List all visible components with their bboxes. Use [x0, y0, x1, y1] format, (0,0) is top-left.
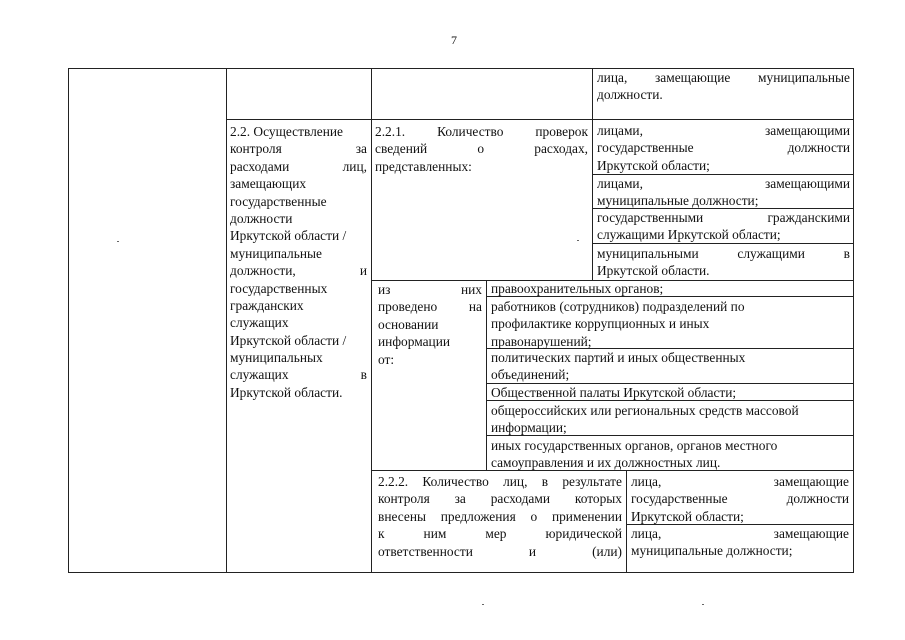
from-info-label-cell — [378, 281, 482, 368]
col-divider-1 — [226, 68, 227, 573]
text-line: муниципальные должности; — [631, 543, 793, 559]
text-line: государственных — [230, 280, 328, 296]
source-cell — [491, 349, 849, 384]
table-right-border — [853, 68, 854, 573]
text-line: сведений о расходах, — [375, 141, 588, 157]
text-line: лицами, замещающими — [597, 176, 850, 191]
category-cell — [597, 245, 850, 280]
source-cell — [491, 402, 849, 437]
text-line: информации; — [491, 420, 567, 436]
col-divider-2 — [371, 68, 372, 573]
text-line: Иркутской области / — [230, 228, 347, 244]
text-line: контроля за расходами которых — [378, 491, 622, 507]
col-divider-5 — [626, 470, 627, 573]
text-line: работников (сотрудников) подразделений по — [491, 299, 745, 314]
text-line: Иркутской области / — [230, 332, 347, 348]
category-cell — [597, 175, 850, 210]
text-line: муниципальных — [230, 350, 323, 366]
scan-speck — [117, 241, 119, 242]
text-line: внесены предложения о применении — [378, 508, 622, 524]
page-number: 7 — [451, 33, 457, 47]
text-line: представленных: — [375, 158, 472, 174]
table-bottom-border — [68, 572, 853, 573]
text-line: информации — [378, 334, 451, 350]
text-line: служащих — [230, 315, 289, 331]
text-line: ответственности и (или) — [378, 543, 622, 559]
text-line: должности, и — [230, 263, 367, 279]
text-line: 2.2. Осуществление — [230, 124, 343, 139]
text-line: профилактике коррупционных и иных — [491, 316, 710, 332]
text-line: государственные должности — [597, 140, 850, 156]
text-line: служащими Иркутской области; — [597, 227, 781, 243]
text-line: Иркутской области; — [631, 508, 744, 524]
text-line: иных государственных органов, органов местного — [491, 438, 778, 453]
text-line: муниципальные — [230, 245, 322, 261]
source-cell — [491, 384, 849, 401]
text-line: государственными гражданскими — [597, 210, 850, 225]
text-line: гражданских — [230, 297, 304, 313]
text-line: самоуправления и их должностных лиц. — [491, 455, 721, 471]
source-cell — [491, 437, 849, 472]
text-line: государственные должности — [631, 491, 849, 507]
text-line: лица, замещающие — [631, 474, 849, 489]
text-line: замещающих — [230, 176, 307, 192]
text-line: муниципальными служащими в — [597, 246, 850, 261]
text-line: Иркутской области. — [230, 384, 343, 400]
text-line: муниципальные должности; — [597, 193, 759, 209]
category-cell — [631, 525, 849, 560]
category-cell — [631, 473, 849, 525]
text-line: контроля за — [230, 141, 367, 157]
text-line: правоохранительных органов; — [491, 281, 664, 296]
text-line: Иркутской области. — [597, 263, 710, 279]
col-divider-4 — [486, 280, 487, 470]
text-line: общероссийских или региональных средств массовой — [491, 403, 799, 418]
table-left-border — [68, 68, 69, 573]
scan-speck — [577, 240, 579, 241]
text-line: лица, замещающие муниципальные — [597, 70, 850, 85]
scan-speck — [702, 604, 704, 605]
text-line: 2.2.1. Количество проверок — [375, 124, 588, 139]
text-line: к ним мер юридической — [378, 526, 622, 542]
text-line: Иркутской области; — [597, 157, 710, 173]
text-line: правонарушений; — [491, 333, 592, 349]
scan-speck — [482, 604, 484, 605]
text-line: политических партий и иных общественных — [491, 350, 746, 365]
section-heading-cell — [230, 123, 367, 401]
text-line: проведено на — [378, 299, 482, 315]
indicator-2-2-1-cell — [375, 123, 588, 175]
text-line: 2.2.2. Количество лиц, в результате — [378, 474, 622, 489]
text-line: служащих в — [230, 367, 367, 383]
text-line: должности — [230, 210, 293, 226]
row-divider-1 — [226, 119, 853, 120]
text-line: от: — [378, 351, 395, 367]
text-line: лица, замещающие — [631, 526, 849, 541]
text-line: должности. — [597, 87, 663, 103]
row0-category-cell — [597, 69, 850, 104]
text-line: лицами, замещающими — [597, 123, 850, 138]
source-cell — [491, 298, 849, 350]
text-line: основании — [378, 316, 439, 332]
text-line: расходами лиц, — [230, 158, 367, 174]
category-cell — [597, 209, 850, 244]
source-cell — [491, 280, 849, 297]
text-line: государственные — [230, 193, 327, 209]
text-line: объединений; — [491, 367, 570, 383]
text-line: Общественной палаты Иркутской области; — [491, 385, 737, 400]
category-cell — [597, 122, 850, 174]
text-line: из них — [378, 282, 482, 297]
indicator-2-2-2-cell — [378, 473, 622, 560]
